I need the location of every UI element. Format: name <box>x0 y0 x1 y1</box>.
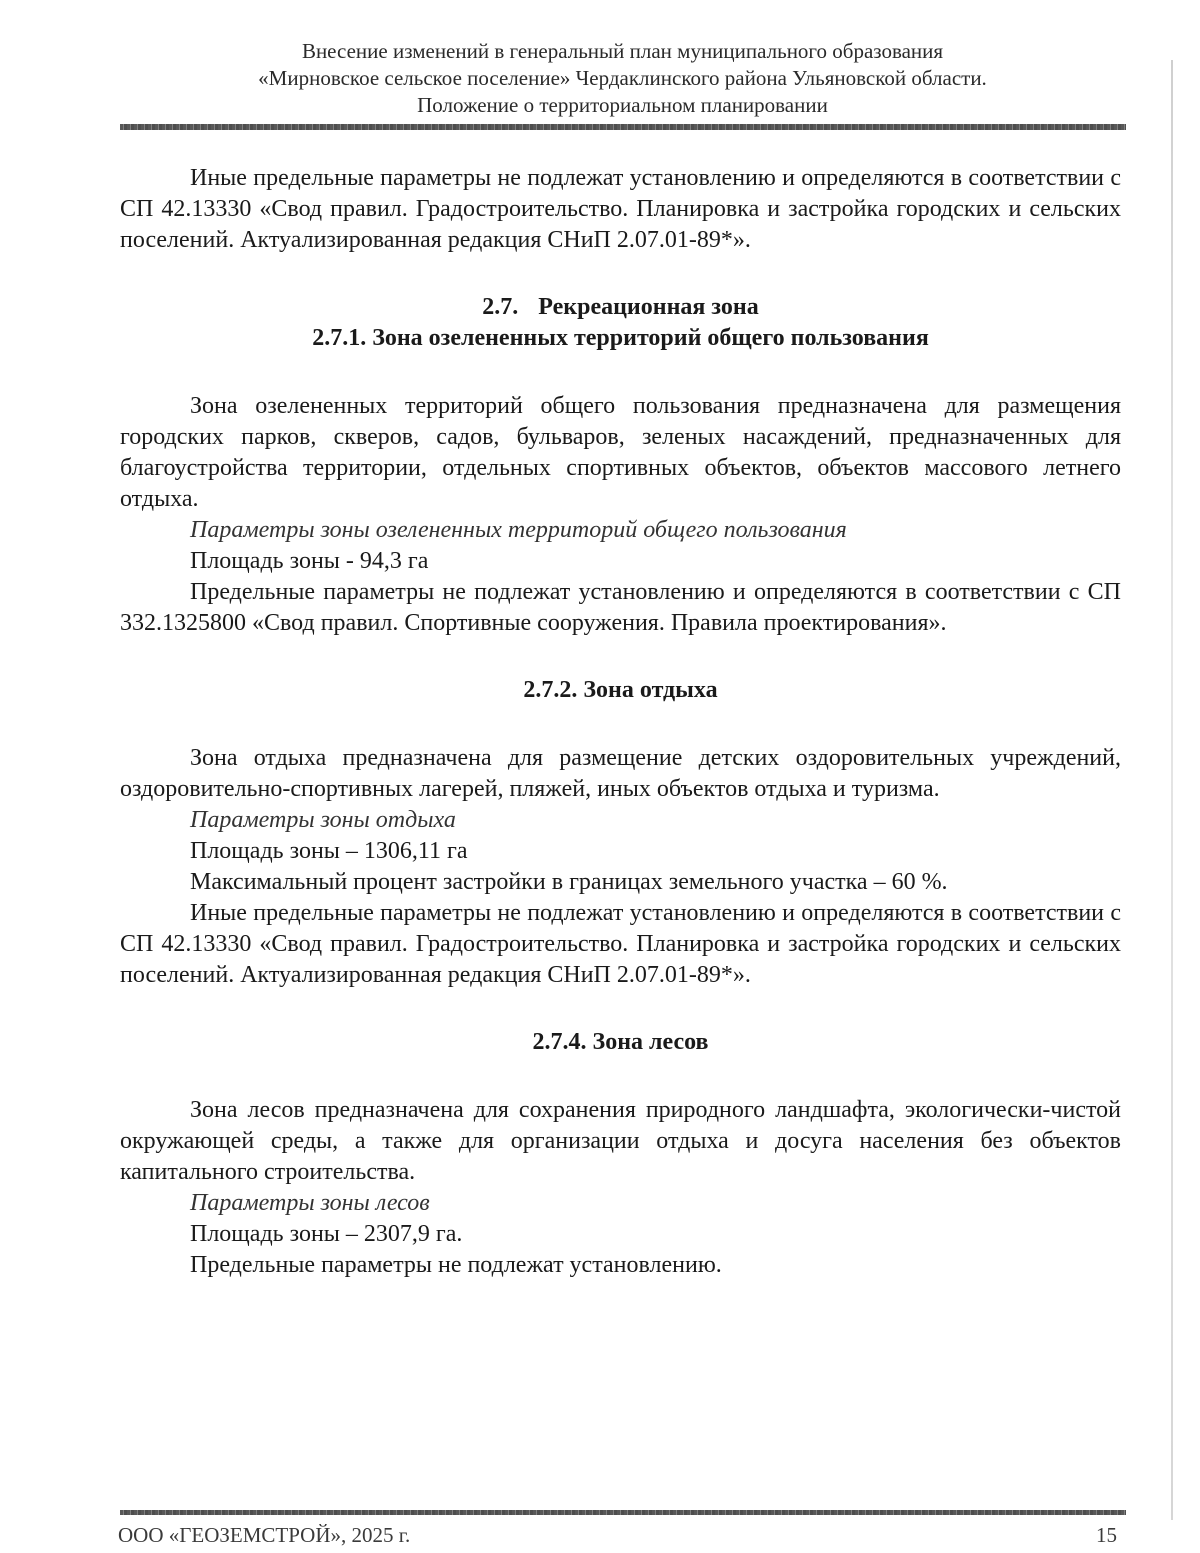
header-line-3: Положение о территориальном планировании <box>417 93 828 117</box>
header-rule <box>120 124 1126 130</box>
zone-2-7-2-params-label: Параметры зоны отдыха <box>190 807 456 833</box>
running-header <box>120 38 1125 119</box>
header-line-1: Внесение изменений в генеральный план муниципального образования <box>301 39 944 63</box>
section-heading-2-7-2: 2.7.2. Зона отдыха <box>523 677 718 703</box>
zone-2-7-4-area: Площадь зоны – 2307,9 га. <box>190 1221 463 1247</box>
zone-2-7-2-description: Зона отдыха предназначена для размещение детских оздоровительных учреждений, оздоровительно-спортивных лагерей, пляжей, иных объектов отдыха и туризма. <box>120 745 1121 802</box>
zone-2-7-4-description: Зона лесов предназначена для сохранения природного ландшафта, экологически-чистой окружающей среды, а также для организации отдыха и досуга населения без объектов капитального строительства. <box>120 1097 1121 1185</box>
footer-rule <box>120 1510 1126 1515</box>
zone-2-7-1-area: Площадь зоны - 94,3 га <box>190 548 429 574</box>
zone-2-7-2-limits: Иные предельные параметры не подлежат установлению и определяются в соответствии с СП 42.13330 «Свод правил. Градостроительство. Планировка и застройка городских и сельских поселений. Актуализированная редакция СНиП 2.07.01-89*». <box>120 900 1121 988</box>
running-footer <box>118 1522 1117 1548</box>
section-heading-2-7-4: 2.7.4. Зона лесов <box>532 1029 709 1055</box>
header-line-2: «Мирновское сельское поселение» Чердаклинского района Ульяновской области. <box>258 66 987 90</box>
section-title: Рекреационная зона <box>538 294 759 320</box>
intro-paragraph: Иные предельные параметры не подлежат установлению и определяются в соответствии с СП 42.13330 «Свод правил. Градостроительство. Планировка и застройка городских и сельских поселений. Актуализированная редакция СНиП 2.07.01-89*». <box>120 165 1121 253</box>
footer-company: ООО «ГЕОЗЕМСТРОЙ», 2025 г. <box>118 1523 411 1547</box>
zone-2-7-1-params-label: Параметры зоны озелененных территорий общего пользования <box>190 517 847 543</box>
page-number: 15 <box>1096 1523 1117 1547</box>
zone-2-7-2-area: Площадь зоны – 1306,11 га <box>190 838 468 864</box>
zone-2-7-1-description: Зона озелененных территорий общего пользования предназначена для размещения городских парков, скверов, садов, бульваров, зеленых насаждений, предназначенных для благоустройства территории, отдельных спортивных объектов, объектов массового летнего отдыха. <box>120 393 1121 512</box>
page-body <box>120 163 1121 1281</box>
section-number: 2.7. <box>482 294 519 320</box>
zone-2-7-4-params-label: Параметры зоны лесов <box>190 1190 430 1216</box>
section-heading-2-7-1: 2.7.1. Зона озелененных территорий общего пользования <box>312 325 929 351</box>
zone-2-7-1-limits: Предельные параметры не подлежат установлению и определяются в соответствии с СП 332.1325800 «Свод правил. Спортивные сооружения. Правила проектирования». <box>120 579 1121 636</box>
zone-2-7-4-limits: Предельные параметры не подлежат установлению. <box>190 1252 722 1278</box>
zone-2-7-2-max-percent: Максимальный процент застройки в границах земельного участка – 60 %. <box>190 869 948 895</box>
scan-edge-shadow <box>1171 60 1173 1520</box>
section-heading-2-7 <box>120 292 1121 323</box>
